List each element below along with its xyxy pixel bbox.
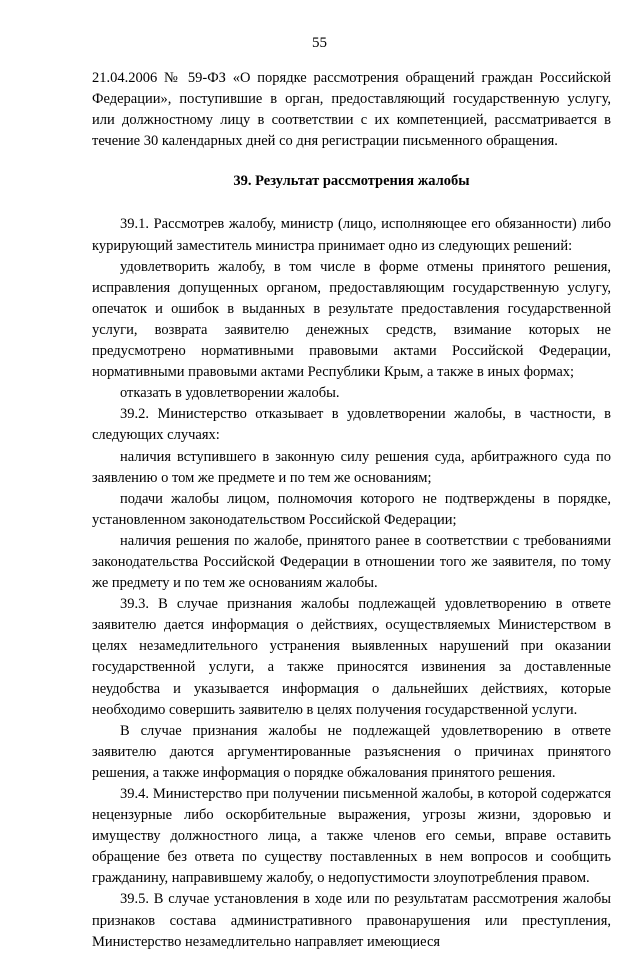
paragraph: 39.3. В случае признания жалобы подлежащей удовлетворению в ответе заявителю дается информация о действиях, осуществляемых Министерством в целях незамедлительного устранения выявленных нарушений при оказании государственной услуги, а также приносятся извинения за доставленные неудобства и указывается информация о дальнейших действиях, которые необходимо совершить заявителю в целях получения государственной услуги. [92, 596, 611, 718]
paragraph: наличия решения по жалобе, принятого ранее в соответствии с требованиями законодательства Российской Федерации в отношении того же заявителя, по тому же предмету и по тем же основаниям жалобы. [92, 532, 611, 592]
paragraph: 39.1. Рассмотрев жалобу, министр (лицо, исполняющее его обязанности) либо курирующий заместитель министра принимает одно из следующих решений: [92, 216, 611, 254]
paragraph: подачи жалобы лицом, полномочия которого не подтверждены в порядке, установленном законодательством Российской Федерации; [92, 490, 611, 528]
paragraph: наличия вступившего в законную силу решения суда, арбитражного суда по заявлению о том же предмете и по тем же основаниям; [92, 448, 611, 486]
page-number: 55 [312, 35, 327, 51]
paragraph: отказать в удовлетворении жалобы. [120, 385, 340, 402]
paragraph: 39.2. Министерство отказывает в удовлетворении жалобы, в частности, в следующих случаях: [92, 406, 611, 444]
paragraph: 21.04.2006 № 59-ФЗ «О порядке рассмотрения обращений граждан Российской Федерации», поступившие в орган, предоставляющий государственную услугу, или должностному лицу в соответствии с их компетенцией, рассматривается в течение 30 календарных дней со дня регистрации письменного обращения. [92, 70, 611, 150]
paragraph: 39.4. Министерство при получении письменной жалобы, в которой содержатся нецензурные либо оскорбительные выражения, угрозы жизни, здоровью и имуществу должностного лица, а также членов его семьи, вправе оставить обращение без ответа по существу поставленных в нем вопросов и сообщить гражданину, направившему жалобу, о недопустимости злоупотребления правом. [92, 786, 611, 887]
paragraph: удовлетворить жалобу, в том числе в форме отмены принятого решения, исправления допущенных органом, предоставляющим государственную услугу, опечаток и ошибок в выданных в результате предоставления государственной услуги, возврата заявителю денежных средств, взимание которых не предусмотрено нормативными правовыми актами Российской Федерации, нормативными правовыми актами Республики Крым, а также в иных формах; [92, 258, 611, 381]
paragraph: В случае признания жалобы не подлежащей удовлетворению в ответе заявителю даются аргументированные разъяснения о причинах принятого решения, а также информация о порядке обжалования принятого решения. [92, 722, 611, 781]
document-body [92, 68, 611, 953]
paragraph: 39.5. В случае установления в ходе или по результатам рассмотрения жалобы признаков состава административного правонарушения или преступления, Министерство незамедлительно направляет имеющиеся [92, 891, 611, 950]
section-heading: 39. Результат рассмотрения жалобы [233, 173, 470, 190]
